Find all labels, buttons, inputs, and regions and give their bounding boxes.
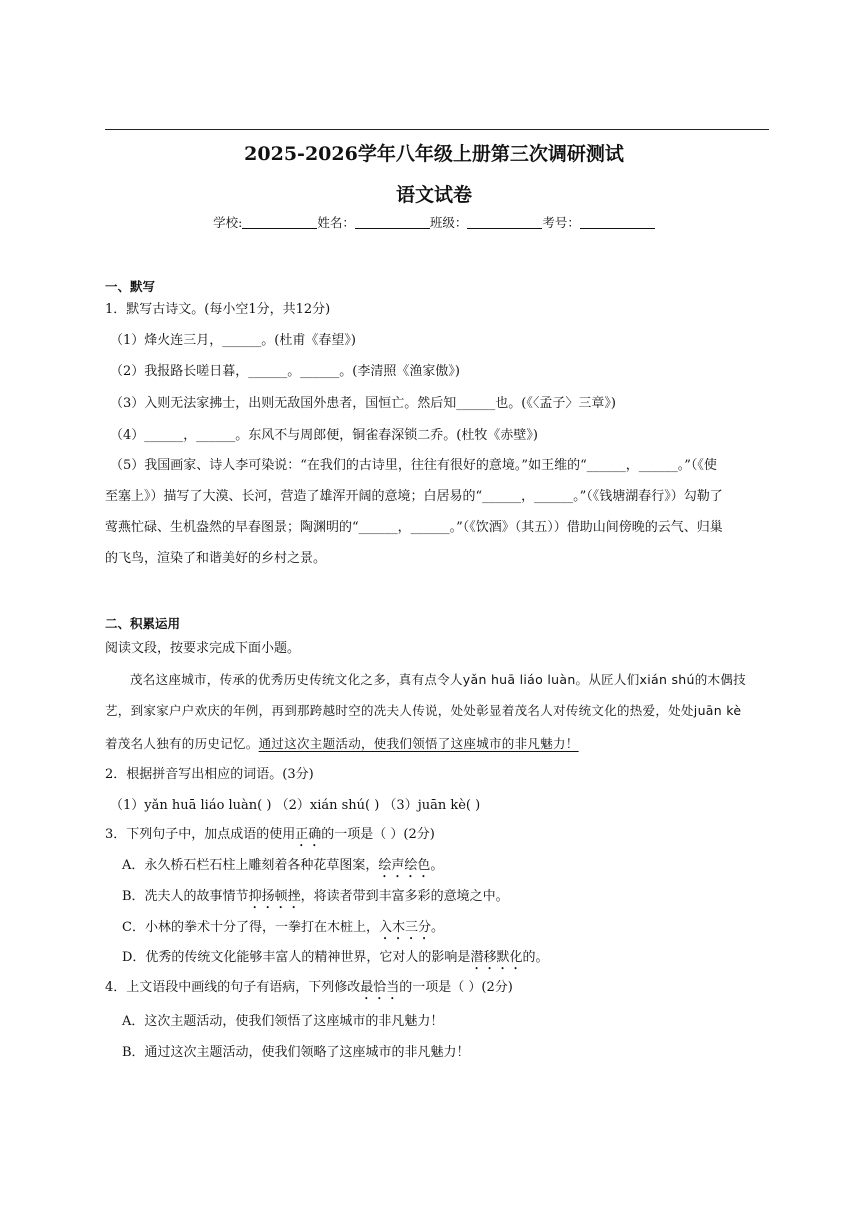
q4-stem-dotted: 最恰当 bbox=[360, 980, 400, 995]
header-rule bbox=[105, 129, 769, 130]
passage-line-3 bbox=[105, 734, 769, 754]
section2-heading: 二、积累运用 bbox=[105, 616, 181, 631]
class-label: 班级： bbox=[429, 215, 468, 230]
q1-item-4: （4）______，______。东风不与周郎便，铜雀春深锁二乔。(杜牧《赤壁》) bbox=[110, 428, 538, 443]
q4-stem-after: 的一项是（ ）(2分) bbox=[399, 980, 513, 995]
q3-d-before: D．优秀的传统文化能够丰富人的精神世界，它对人的影响是 bbox=[122, 950, 471, 965]
question-3-stem bbox=[105, 825, 769, 850]
underlined-sentence: 通过这次主题活动，使我们领悟了这座城市的非凡魅力！ bbox=[258, 736, 579, 751]
q1-item-5-line-1: （5）我国画家、诗人李可染说：“在我们的古诗里，往往有很好的意境。”如王维的“______，______。”（《使 bbox=[110, 458, 717, 473]
q3-c-before: C．小林的拳术十分了得，一拳打在木桩上， bbox=[122, 920, 379, 935]
q1-item-2: （2）我报路长嗟日暮，______。______。(李清照《渔家傲》) bbox=[110, 364, 460, 379]
q3-option-a bbox=[122, 856, 786, 881]
q1-item-1: （1）烽火连三月，______。(杜甫《春望》) bbox=[110, 333, 356, 348]
q3-stem-dotted: 正确 bbox=[295, 827, 322, 842]
student-info-line bbox=[0, 214, 868, 232]
q4-stem-before: 4．上文语段中画线的句子有语病，下列修改 bbox=[105, 980, 361, 995]
section1-heading: 一、默写 bbox=[105, 279, 156, 294]
question-4-stem bbox=[105, 978, 769, 1003]
q3-option-b bbox=[122, 887, 786, 912]
name-blank bbox=[355, 214, 430, 229]
exam-number-blank bbox=[580, 214, 655, 229]
exam-title: 2025-2026学年八年级上册第三次调研测试 bbox=[244, 143, 624, 165]
section2-intro: 阅读文段，按要求完成下面小题。 bbox=[105, 641, 301, 656]
question-2-answer-line: （1）yǎn huā liáo luàn( ) （2）xián shú( ) （3）juān kè( ) bbox=[110, 798, 481, 813]
q3-d-dotted-idiom: 潜移默化 bbox=[470, 950, 523, 965]
question-2-stem: 2．根据拼音写出相应的词语。(3分) bbox=[105, 767, 314, 782]
q4-option-a: A．这次主题活动，使我们领悟了这座城市的非凡魅力！ bbox=[122, 1014, 444, 1029]
q3-d-after: 的。 bbox=[522, 950, 549, 965]
q3-b-after: ，将读者带到丰富多彩的意境之中。 bbox=[300, 889, 509, 904]
school-label: 学校: bbox=[213, 215, 243, 230]
q3-a-dotted-idiom: 绘声绘色 bbox=[378, 858, 431, 873]
name-label: 姓名： bbox=[317, 215, 355, 230]
passage-line-2: 艺，到家家户户欢庆的年例，再到那跨越时空的冼夫人传说，处处彰显着茂名人对传统文化的热爱，处处juān kè bbox=[105, 703, 742, 718]
school-blank bbox=[242, 214, 317, 229]
q4-option-b: B．通过这次主题活动，使我们领略了这座城市的非凡魅力！ bbox=[122, 1045, 470, 1060]
passage-line-3-text: 着茂名人独有的历史记忆。 bbox=[105, 736, 259, 751]
q1-item-3: （3）入则无法家拂士，出则无敌国外患者，国恒亡。然后知______也。(《〈孟子〉三章》) bbox=[110, 396, 616, 411]
q1-item-5-line-3: 莺燕忙碌、生机盎然的早春图景；陶渊明的“______，______。”（《饮酒》（其五））借助山间傍晚的云气、归巢 bbox=[105, 520, 723, 535]
class-blank bbox=[467, 214, 542, 229]
exam-subtitle: 语文试卷 bbox=[395, 184, 472, 206]
q3-option-c bbox=[122, 918, 786, 943]
q3-b-before: B．冼夫人的故事情节 bbox=[122, 889, 249, 904]
q3-stem-before: 3．下列句子中，加点成语的使用 bbox=[105, 827, 296, 842]
q3-a-after: 。 bbox=[430, 858, 444, 873]
q3-c-dotted-idiom: 入木三分 bbox=[378, 920, 431, 935]
q1-item-5-line-4: 的飞鸟，渲染了和谐美好的乡村之景。 bbox=[105, 551, 327, 566]
q3-stem-after: 的一项是（ ）(2分) bbox=[321, 827, 435, 842]
q3-option-d bbox=[122, 948, 786, 973]
exam-number-label: 考号： bbox=[542, 215, 580, 230]
q3-c-after: 。 bbox=[430, 920, 444, 935]
q3-a-before: A．永久桥石栏石柱上雕刻着各种花草图案， bbox=[122, 858, 379, 873]
passage-line-1: 茂名这座城市，传承的优秀历史传统文化之多，真有点令人yǎn huā liáo luàn。从匠人们xián shú的木偶技 bbox=[130, 672, 746, 687]
q3-b-dotted-idiom: 抑扬顿挫 bbox=[248, 889, 301, 904]
q1-item-5-line-2: 至塞上》）描写了大漠、长河，营造了雄浑开阔的意境；白居易的“______，______。”（《钱塘湖春行》）勾勒了 bbox=[105, 489, 723, 504]
question-1-stem: 1．默写古诗文。(每小空1分，共12分) bbox=[105, 302, 331, 317]
